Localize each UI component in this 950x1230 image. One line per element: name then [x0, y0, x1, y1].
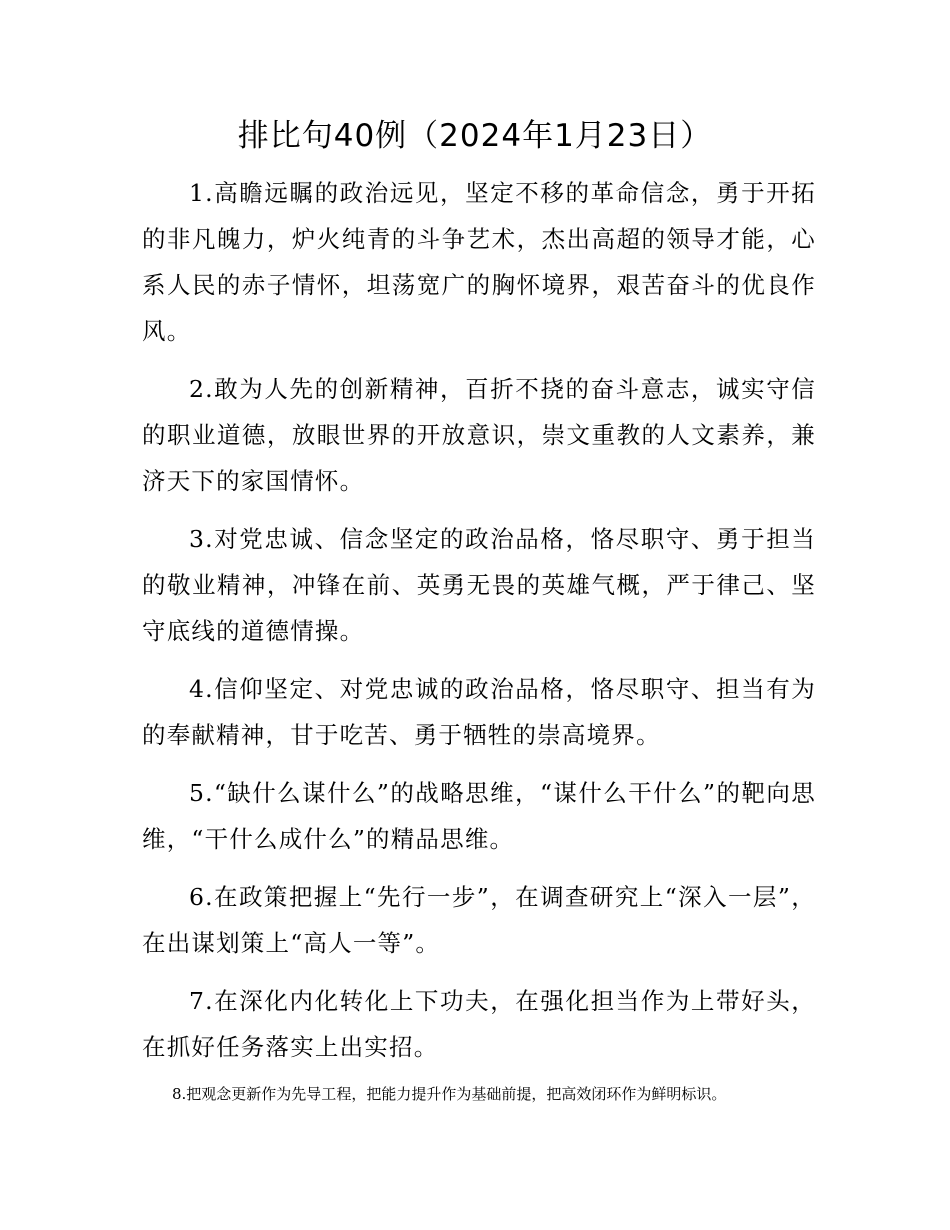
paragraph-2: 2.敢为人先的创新精神，百折不挠的奋斗意志，诚实守信的职业道德，放眼世界的开放意识，崇文重教的人文素养，兼济天下的家国情怀。 [142, 375, 816, 495]
paragraph-1: 1.高瞻远瞩的政治远见，坚定不移的革命信念，勇于开拓的非凡魄力，炉火纯青的斗争艺术，杰出高超的领导才能，心系人民的赤子情怀，坦荡宽广的胸怀境界，艰苦奋斗的优良作风。 [142, 179, 816, 345]
paragraph-6: 6.在政策把握上“先行一步”，在调查研究上“深入一层”，在出谋划策上“高人一等”。 [142, 883, 816, 957]
paragraph-4: 4.信仰坚定、对党忠诚的政治品格，恪尽职守、担当有为的奉献精神，甘于吃苦、勇于牺牲的崇高境界。 [142, 675, 816, 749]
paragraph-8: 8.把观念更新作为先导工程，把能力提升作为基础前提，把高效闭环作为鲜明标识。 [172, 1085, 727, 1103]
paragraph-5: 5.“缺什么谋什么”的战略思维，“谋什么干什么”的靶向思维，“干什么成什么”的精品思维。 [142, 779, 816, 853]
document-body [142, 170, 816, 1118]
document-title: 排比句40例（2024年1月23日） [237, 118, 713, 154]
paragraph-3: 3.对党忠诚、信念坚定的政治品格，恪尽职守、勇于担当的敬业精神，冲锋在前、英勇无畏的英雄气概，严于律己、坚守底线的道德情操。 [142, 525, 816, 645]
paragraph-7: 7.在深化内化转化上下功夫，在强化担当作为上带好头，在抓好任务落实上出实招。 [142, 987, 816, 1061]
